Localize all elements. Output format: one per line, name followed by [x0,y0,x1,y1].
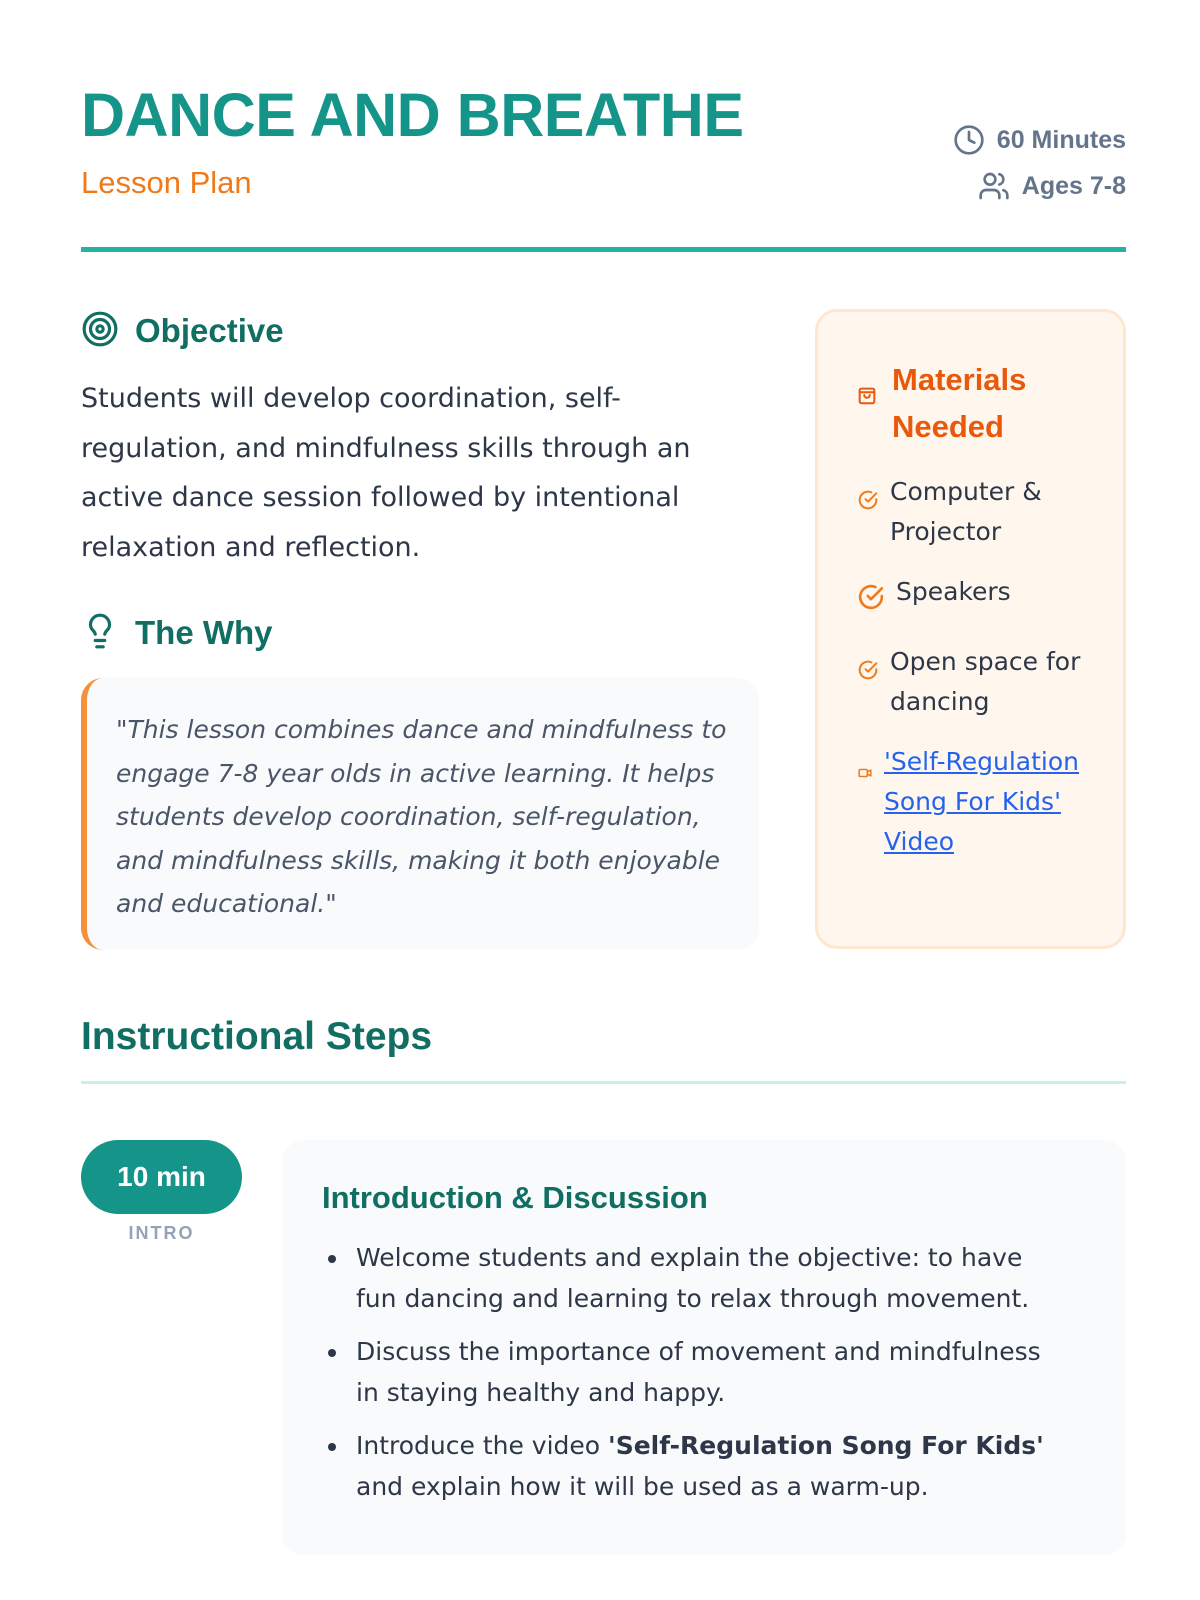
objective-heading-label: Objective [135,312,284,349]
why-quote-box [81,678,759,950]
duration-text: 60 Minutes [996,125,1126,154]
objective-heading [81,310,284,352]
duration-meta [953,124,1126,156]
materials-list [858,472,1098,882]
step-title: Introduction & Discussion [322,1180,708,1215]
material-label: Open space for dancing [890,647,1081,716]
users-icon [978,170,1010,202]
step-bullet [322,1332,1062,1413]
step-bullet-post: and explain how it will be used as a warm-up. [356,1471,929,1501]
material-item [858,572,1098,622]
ages-text: Ages 7-8 [1021,171,1126,200]
check-circle-icon [858,582,884,622]
materials-card [815,309,1126,949]
why-quote-text: "This lesson combines dance and mindfulness to engage 7-8 year olds in active learning. It helps students develop coordination, self-regulation, and mindfulness skills, making it both enjoyable and educational." [116,715,727,918]
lesson-plan-page [81,0,1126,1600]
check-circle-icon [858,482,878,522]
step-bullet-pre: Introduce the video [356,1431,609,1460]
header-divider [81,247,1126,252]
video-icon [858,752,872,792]
steps-heading: Instructional Steps [81,1015,433,1058]
steps-divider [81,1081,1126,1084]
why-heading [81,612,273,654]
step-bullet-text: Welcome students and explain the objective: to have fun dancing and learning to relax through movement. [356,1243,1030,1313]
video-link-item[interactable] [858,742,1098,862]
material-item [858,472,1098,552]
step-bullet [322,1426,1062,1507]
step-card [282,1140,1126,1555]
lesson-subtitle: Lesson Plan [81,165,252,200]
objective-text: Students will develop coordination, self-regulation, and mindfulness skills through an active dance session followed by intentional relaxation and reflection. [81,383,691,563]
why-heading-label: The Why [135,614,273,651]
video-link[interactable]: 'Self-Regulation Song For Kids' Video [884,747,1080,856]
step-duration-badge: 10 min [81,1140,242,1214]
materials-heading-label: Materials Needed [892,362,1027,444]
ages-meta [978,170,1126,202]
material-label: Speakers [896,577,1011,606]
shopping-bag-icon [856,384,878,410]
clock-icon [953,124,985,156]
lesson-title: DANCE AND BREATHE [81,81,744,149]
material-label: Computer & Projector [890,477,1042,546]
step-bullet-list [322,1238,1086,1507]
lightbulb-icon [81,612,119,654]
video-title-bold: 'Self-Regulation Song For Kids' [608,1431,1044,1460]
target-icon [81,310,119,352]
step-bullet [322,1238,1062,1319]
check-circle-icon [858,652,878,692]
materials-heading [856,356,1092,450]
step-phase-label: INTRO [128,1223,195,1243]
step-bullet-text: Discuss the importance of movement and mindfulness in staying healthy and happy. [356,1337,1041,1407]
material-item [858,642,1098,722]
